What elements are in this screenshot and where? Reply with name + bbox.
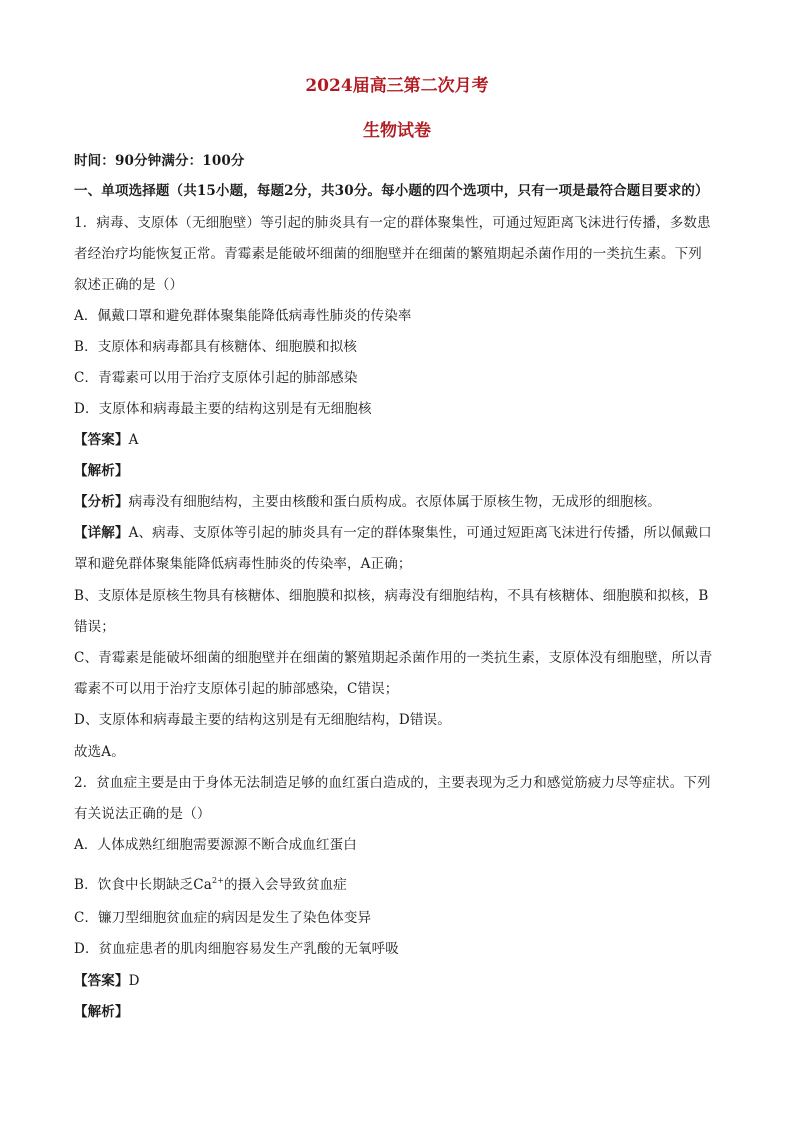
answer-tag: 【答案】	[74, 432, 129, 448]
q2-option-b	[74, 872, 724, 894]
q1-option-b: B．支原体和病毒都具有核糖体、细胞膜和拟核	[74, 339, 358, 355]
q1-stem-line-2: 者经治疗均能恢复正常。青霉素是能破坏细菌的细胞壁并在细菌的繁殖期起杀菌作用的一类抗生素。下列	[74, 246, 702, 262]
q2-stem-line-2: 有关说法正确的是（）	[74, 806, 211, 822]
q2-answer-line	[74, 972, 724, 990]
answer-tag: 【答案】	[74, 973, 129, 989]
q1-detail-line-1	[74, 524, 724, 542]
q1-detail-line-7: D、支原体和病毒最主要的结构这别是有无细胞结构，D错误。	[74, 712, 451, 728]
q1-option-a: A．佩戴口罩和避免群体聚集能降低病毒性肺炎的传染率	[74, 308, 412, 324]
answer-value: A	[128, 432, 139, 448]
q1-stem-line-1: 1．病毒、支原体（无细胞壁）等引起的肺炎具有一定的群体聚集性，可通过短距离飞沫进行传播，多数患	[74, 215, 711, 231]
option-b-prefix: B．饮食中长期缺乏Ca	[74, 877, 212, 893]
section-heading: 一、单项选择题（共15小题，每题2分，共30分。每小题的四个选项中，只有一项是最符合题目要求的）	[74, 183, 709, 199]
q1-detail-line-2: 罩和避免群体聚集能降低病毒性肺炎的传染率，A正确；	[74, 556, 412, 572]
ion-charge-superscript: 2+	[211, 876, 225, 885]
exam-title: 2024届高三第二次月考	[305, 76, 489, 96]
q2-option-a: A．人体成熟红细胞需要源源不断合成血红蛋白	[74, 837, 357, 853]
q2-analysis-tag: 【解析】	[74, 1004, 129, 1020]
analyze-text: 病毒没有细胞结构，主要由核酸和蛋白质构成。衣原体属于原核生物，无成形的细胞核。	[128, 494, 661, 510]
detail-text: A、病毒、支原体等引起的肺炎具有一定的群体聚集性，可通过短距离飞沫进行传播，所以佩戴口	[128, 525, 712, 541]
q1-stem-line-3: 叙述正确的是（）	[74, 277, 184, 293]
q1-analysis-tag: 【解析】	[74, 463, 129, 479]
q1-detail-line-3: B、支原体是原核生物具有核糖体、细胞膜和拟核，病毒没有细胞结构，不具有核糖体、细胞膜和拟核，B	[74, 588, 709, 604]
q1-detail-line-5: C、青霉素是能破坏细菌的细胞壁并在细菌的繁殖期起杀菌作用的一类抗生素，支原体没有细胞壁，所以青	[74, 650, 713, 666]
q2-stem-line-1: 2．贫血症主要是由于身体无法制造足够的血红蛋白造成的，主要表现为乏力和感觉筋疲力尽等症状。下列	[74, 775, 711, 791]
answer-value: D	[128, 973, 140, 989]
subject-title: 生物试卷	[363, 121, 431, 141]
analyze-tag: 【分析】	[74, 494, 129, 510]
q1-detail-line-6: 霉素不可以用于治疗支原体引起的肺部感染，C错误；	[74, 681, 399, 697]
q1-option-c: C．青霉素可以用于治疗支原体引起的肺部感染	[74, 370, 358, 386]
detail-tag: 【详解】	[74, 525, 129, 541]
q1-analyze-line	[74, 493, 724, 511]
q1-answer-line	[74, 431, 724, 449]
option-b-suffix: 的摄入会导致贫血症	[224, 877, 347, 893]
q1-option-d: D．支原体和病毒最主要的结构这别是有无细胞核	[74, 401, 372, 417]
q2-option-d: D．贫血症患者的肌肉细胞容易发生产乳酸的无氧呼吸	[74, 941, 399, 957]
q1-detail-line-4: 错误；	[74, 619, 115, 635]
time-score-line: 时间：90分钟满分：100分	[74, 153, 245, 169]
q2-option-c: C．镰刀型细胞贫血症的病因是发生了染色体变异	[74, 910, 372, 926]
q1-conclusion: 故选A。	[74, 744, 125, 760]
